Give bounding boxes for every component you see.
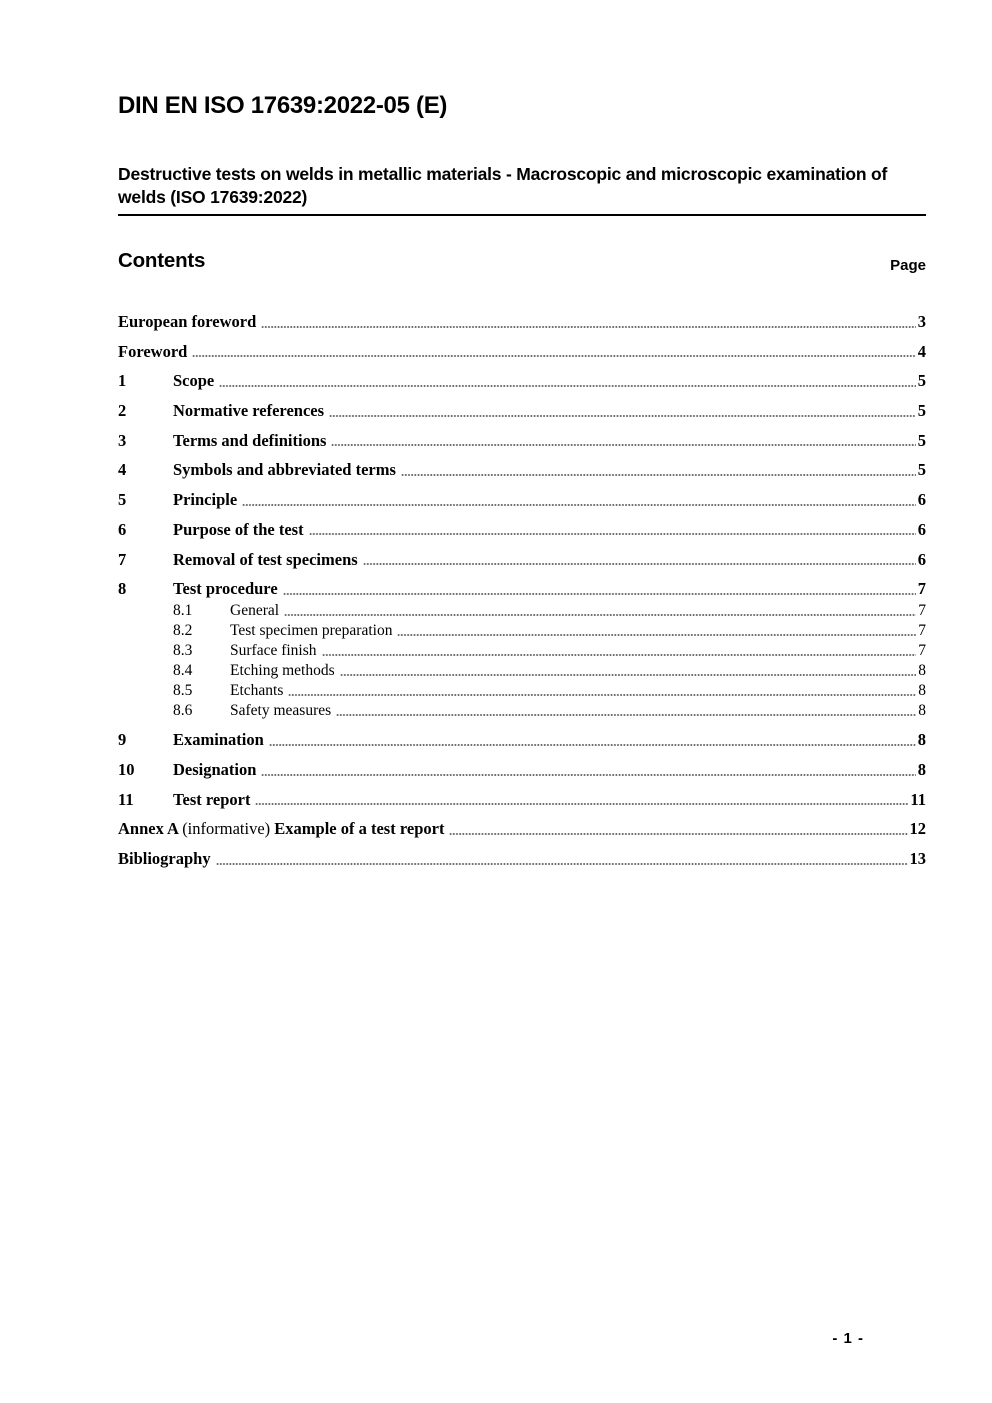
toc-entry-page: 13: [909, 849, 926, 869]
toc-entry-page: 6: [917, 490, 926, 510]
toc-entry-page: 6: [917, 549, 926, 569]
toc-entry-number: 8.2: [173, 621, 193, 639]
toc-entry-page: 5: [917, 430, 926, 450]
toc-entry-number: 6: [118, 519, 127, 539]
toc-leader-dots: [255, 803, 908, 805]
toc-leader-dots: [449, 833, 907, 835]
toc-leader-dots: [192, 355, 915, 357]
toc-entry-page: 5: [917, 460, 926, 480]
toc-entry-title: Bibliography: [118, 849, 211, 869]
toc-entry-page: 6: [917, 519, 926, 539]
toc-entry-title: Terms and definitions: [173, 430, 327, 450]
toc-entry-title: Surface finish: [230, 641, 317, 659]
toc-entry: [118, 730, 926, 749]
toc-leader-dots: [219, 385, 916, 387]
toc-entry-title: Etchants: [230, 681, 284, 699]
toc-entry-page: 8: [918, 661, 926, 679]
toc-leader-dots: [336, 714, 916, 716]
toc-entry-title: Symbols and abbreviated terms: [173, 460, 396, 480]
toc-entry-title: General: [230, 601, 280, 619]
toc-entry-title: Etching methods: [230, 661, 335, 679]
toc-entry-page: 8: [918, 701, 926, 719]
table-of-contents: [118, 312, 926, 868]
footer-page-number: - 1 -: [832, 1330, 864, 1347]
toc-leader-dots: [269, 744, 916, 746]
toc-entry: [118, 342, 926, 361]
toc-entry-page: 7: [918, 601, 926, 619]
toc-leader-dots: [242, 504, 916, 506]
toc-leader-dots: [397, 634, 916, 636]
toc-entry-title: Designation: [173, 760, 257, 780]
toc-entry-title: Test specimen preparation: [230, 621, 393, 639]
toc-entry-number: 5: [118, 490, 127, 510]
toc-entry-title: Test procedure: [173, 579, 278, 599]
toc-entry: [118, 601, 926, 620]
toc-leader-dots: [363, 563, 916, 565]
toc-leader-dots: [261, 326, 915, 328]
document-code-heading: DIN EN ISO 17639:2022-05 (E): [118, 92, 448, 119]
toc-entry-page: 5: [917, 371, 926, 391]
toc-entry-title: Normative references: [173, 401, 325, 421]
toc-entry-page: 11: [910, 789, 926, 809]
toc-entry-page: 12: [909, 819, 926, 839]
toc-entry-title: Examination: [173, 730, 264, 750]
toc-entry-page: 5: [917, 401, 926, 421]
toc-entry-page: 7: [917, 579, 926, 599]
page-column-label: Page: [890, 257, 926, 274]
toc-entry-title: Safety measures: [230, 701, 332, 719]
toc-leader-dots: [261, 774, 915, 776]
toc-entry: [118, 490, 926, 509]
toc-leader-dots: [329, 415, 916, 417]
toc-entry: [118, 621, 926, 640]
toc-entry-title: Scope: [173, 371, 215, 391]
toc-entry-number: 1: [118, 371, 127, 391]
toc-entry-title: Principle: [173, 490, 238, 510]
toc-entry: [118, 431, 926, 450]
toc-entry-number: 8: [118, 579, 127, 599]
toc-entry-title: Removal of test specimens: [173, 549, 358, 569]
toc-entry-title: European foreword: [118, 312, 257, 331]
toc-entry: [118, 371, 926, 390]
toc-entry: [118, 849, 926, 868]
toc-entry-number: 8.4: [173, 661, 193, 679]
page-content: [118, 0, 926, 1403]
toc-entry: [118, 312, 926, 331]
toc-entry: [118, 701, 926, 720]
toc-entry: [118, 460, 926, 479]
toc-leader-dots: [322, 654, 917, 656]
toc-leader-dots: [288, 694, 916, 696]
toc-entry-number: 9: [118, 730, 127, 750]
document-title: Destructive tests on welds in metallic materials - Macroscopic and microscopic examination of welds (ISO 17639:2022): [118, 163, 926, 216]
toc-leader-dots: [216, 863, 908, 865]
toc-entry-title: Test report: [173, 789, 251, 809]
toc-leader-dots: [331, 444, 915, 446]
toc-entry: [118, 790, 926, 809]
toc-entry-page: 7: [918, 621, 926, 639]
toc-entry-number: 11: [118, 789, 134, 809]
toc-entry: [118, 579, 926, 598]
toc-leader-dots: [284, 614, 916, 616]
toc-title-bold-part: Annex A: [118, 819, 183, 839]
toc-entry-page: 8: [917, 730, 926, 750]
toc-entry-page: 8: [917, 760, 926, 780]
toc-entry-page: 7: [918, 641, 926, 659]
toc-entry-number: 4: [118, 460, 127, 480]
toc-entry: [118, 661, 926, 680]
toc-leader-dots: [309, 533, 916, 535]
toc-entry-title: [118, 819, 444, 838]
toc-entry: [118, 819, 926, 838]
toc-title-bold-part: Example of a test report: [274, 819, 445, 839]
toc-entry-title: Foreword: [118, 341, 188, 361]
toc-entry-title: Purpose of the test: [173, 519, 304, 539]
toc-entry-number: 8.5: [173, 681, 193, 699]
toc-entry-number: 7: [118, 549, 127, 569]
toc-entry-number: 8.6: [173, 701, 193, 719]
toc-entry-page: 8: [918, 681, 926, 699]
toc-entry: [118, 401, 926, 420]
toc-leader-dots: [340, 674, 917, 676]
toc-entry-number: 2: [118, 401, 127, 421]
toc-entry-number: 3: [118, 430, 127, 450]
toc-entry: [118, 520, 926, 539]
toc-entry-page: 3: [917, 312, 926, 331]
toc-entry-number: 8.3: [173, 641, 193, 659]
toc-entry: [118, 641, 926, 660]
contents-heading: Contents: [118, 249, 206, 272]
toc-entry: [118, 681, 926, 700]
toc-entry-number: 8.1: [173, 601, 193, 619]
toc-leader-dots: [401, 474, 916, 476]
toc-entry: [118, 760, 926, 779]
toc-title-regular-part: (informative): [182, 819, 275, 839]
toc-leader-dots: [283, 593, 916, 595]
toc-entry-page: 4: [917, 341, 926, 361]
toc-entry-number: 10: [118, 760, 135, 780]
toc-entry: [118, 550, 926, 569]
